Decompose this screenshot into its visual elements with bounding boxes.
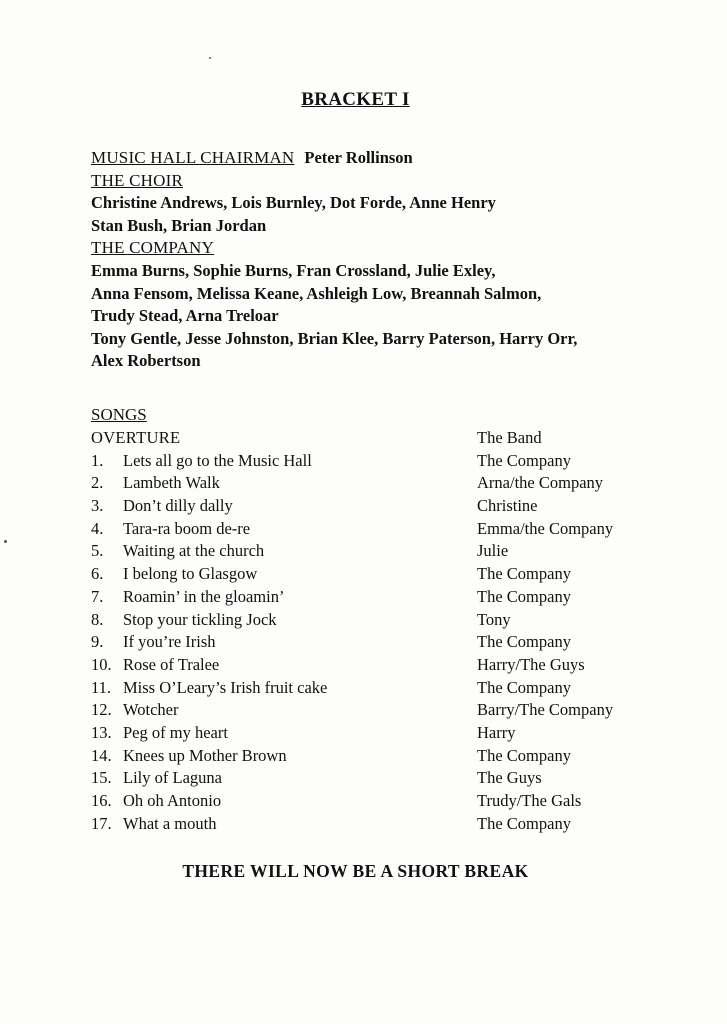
company-names-line: Alex Robertson	[91, 351, 201, 371]
song-title: If you’re Irish	[123, 632, 216, 652]
song-title: Peg of my heart	[123, 722, 228, 742]
song-performer: The Guys	[477, 768, 542, 788]
overture-performer: The Band	[477, 428, 542, 447]
song-row	[91, 450, 721, 473]
song-performer: The Company	[477, 677, 571, 697]
chairman-line	[91, 147, 721, 170]
song-title: Lambeth Walk	[123, 473, 220, 493]
song-number: 15.	[91, 768, 112, 788]
song-row	[91, 745, 721, 768]
page-title: BRACKET I	[301, 89, 410, 110]
song-performer: Julie	[477, 541, 509, 561]
song-row	[91, 699, 721, 722]
song-number: 2.	[91, 473, 104, 493]
song-performer: Barry/The Company	[477, 700, 614, 720]
song-number: 1.	[91, 450, 104, 470]
song-list	[91, 427, 721, 835]
song-number: 10.	[91, 654, 112, 674]
scan-speck	[209, 57, 211, 59]
song-number: 11.	[91, 677, 112, 697]
song-performer: Christine	[477, 496, 538, 516]
song-title: Wotcher	[123, 700, 179, 720]
company-names-line: Anna Fensom, Melissa Keane, Ashleigh Low, Breannah Salmon,	[91, 283, 542, 303]
company-heading-line	[91, 237, 721, 260]
song-row	[91, 540, 721, 563]
company-heading: THE COMPANY	[91, 238, 214, 258]
song-performer: The Company	[477, 745, 571, 765]
song-title: Waiting at the church	[123, 541, 265, 561]
song-performer: The Company	[477, 586, 571, 606]
cast-section	[91, 147, 721, 373]
song-title: Stop your tickling Jock	[123, 609, 277, 629]
scan-speck	[4, 540, 7, 543]
song-number: 3.	[91, 496, 104, 516]
song-performer: The Company	[477, 564, 571, 584]
choir-heading-line	[91, 170, 721, 193]
song-number: 4.	[91, 518, 104, 538]
song-performer: Emma/the Company	[477, 518, 614, 538]
overture-title: OVERTURE	[91, 428, 181, 447]
overture-row	[91, 427, 721, 450]
company-names-line: Emma Burns, Sophie Burns, Fran Crossland, Julie Exley,	[91, 260, 496, 280]
song-title: Knees up Mother Brown	[123, 745, 287, 765]
song-row	[91, 722, 721, 745]
choir-names-line: Stan Bush, Brian Jordan	[91, 215, 267, 235]
song-number: 7.	[91, 586, 104, 606]
company-names-line: Tony Gentle, Jesse Johnston, Brian Klee, Barry Paterson, Harry Orr,	[91, 328, 578, 348]
company-names-line: Trudy Stead, Arna Treloar	[91, 306, 279, 326]
song-performer: Trudy/The Gals	[477, 791, 582, 810]
song-number: 5.	[91, 541, 104, 561]
song-row	[91, 586, 721, 609]
song-title: Rose of Tralee	[123, 654, 220, 674]
song-row	[91, 631, 721, 654]
song-row	[91, 654, 721, 677]
song-performer: Tony	[477, 609, 511, 629]
song-number: 9.	[91, 632, 104, 652]
song-row	[91, 563, 721, 586]
song-row	[91, 609, 721, 632]
choir-names-line: Christine Andrews, Lois Burnley, Dot Forde, Anne Henry	[91, 193, 496, 213]
song-title: Lily of Laguna	[123, 768, 222, 788]
song-performer: The Company	[477, 813, 571, 833]
song-rows	[91, 450, 721, 836]
song-title: Lets all go to the Music Hall	[123, 450, 312, 470]
song-title: I belong to Glasgow	[123, 564, 258, 584]
song-row	[91, 790, 721, 813]
song-performer: The Company	[477, 632, 571, 652]
chairman-heading: MUSIC HALL CHAIRMAN	[91, 148, 295, 167]
song-number: 17.	[91, 813, 112, 833]
songs-heading: SONGS	[91, 405, 147, 424]
song-number: 8.	[91, 609, 104, 629]
song-title: Oh oh Antonio	[123, 791, 222, 810]
song-row	[91, 518, 721, 541]
chairman-name: Peter Rollinson	[304, 148, 413, 167]
song-title: What a mouth	[123, 813, 217, 833]
song-row	[91, 495, 721, 518]
song-performer: Harry	[477, 722, 516, 742]
song-title: Don’t dilly dally	[123, 496, 233, 516]
song-row	[91, 767, 721, 790]
song-performer: Arna/the Company	[477, 473, 604, 493]
song-number: 14.	[91, 745, 112, 765]
song-number: 16.	[91, 791, 112, 810]
song-performer: Harry/The Guys	[477, 654, 585, 674]
break-notice: THERE WILL NOW BE A SHORT BREAK	[182, 861, 529, 881]
song-number: 13.	[91, 722, 112, 742]
song-number: 6.	[91, 564, 104, 584]
song-title: Tara-ra boom de-re	[123, 518, 251, 538]
song-row	[91, 472, 721, 495]
song-title: Roamin’ in the gloamin’	[123, 586, 285, 606]
song-row	[91, 677, 721, 700]
song-performer: The Company	[477, 450, 571, 470]
song-title: Miss O’Leary’s Irish fruit cake	[123, 677, 328, 697]
song-number: 12.	[91, 700, 112, 720]
song-row	[91, 813, 721, 836]
choir-heading: THE CHOIR	[91, 170, 183, 190]
